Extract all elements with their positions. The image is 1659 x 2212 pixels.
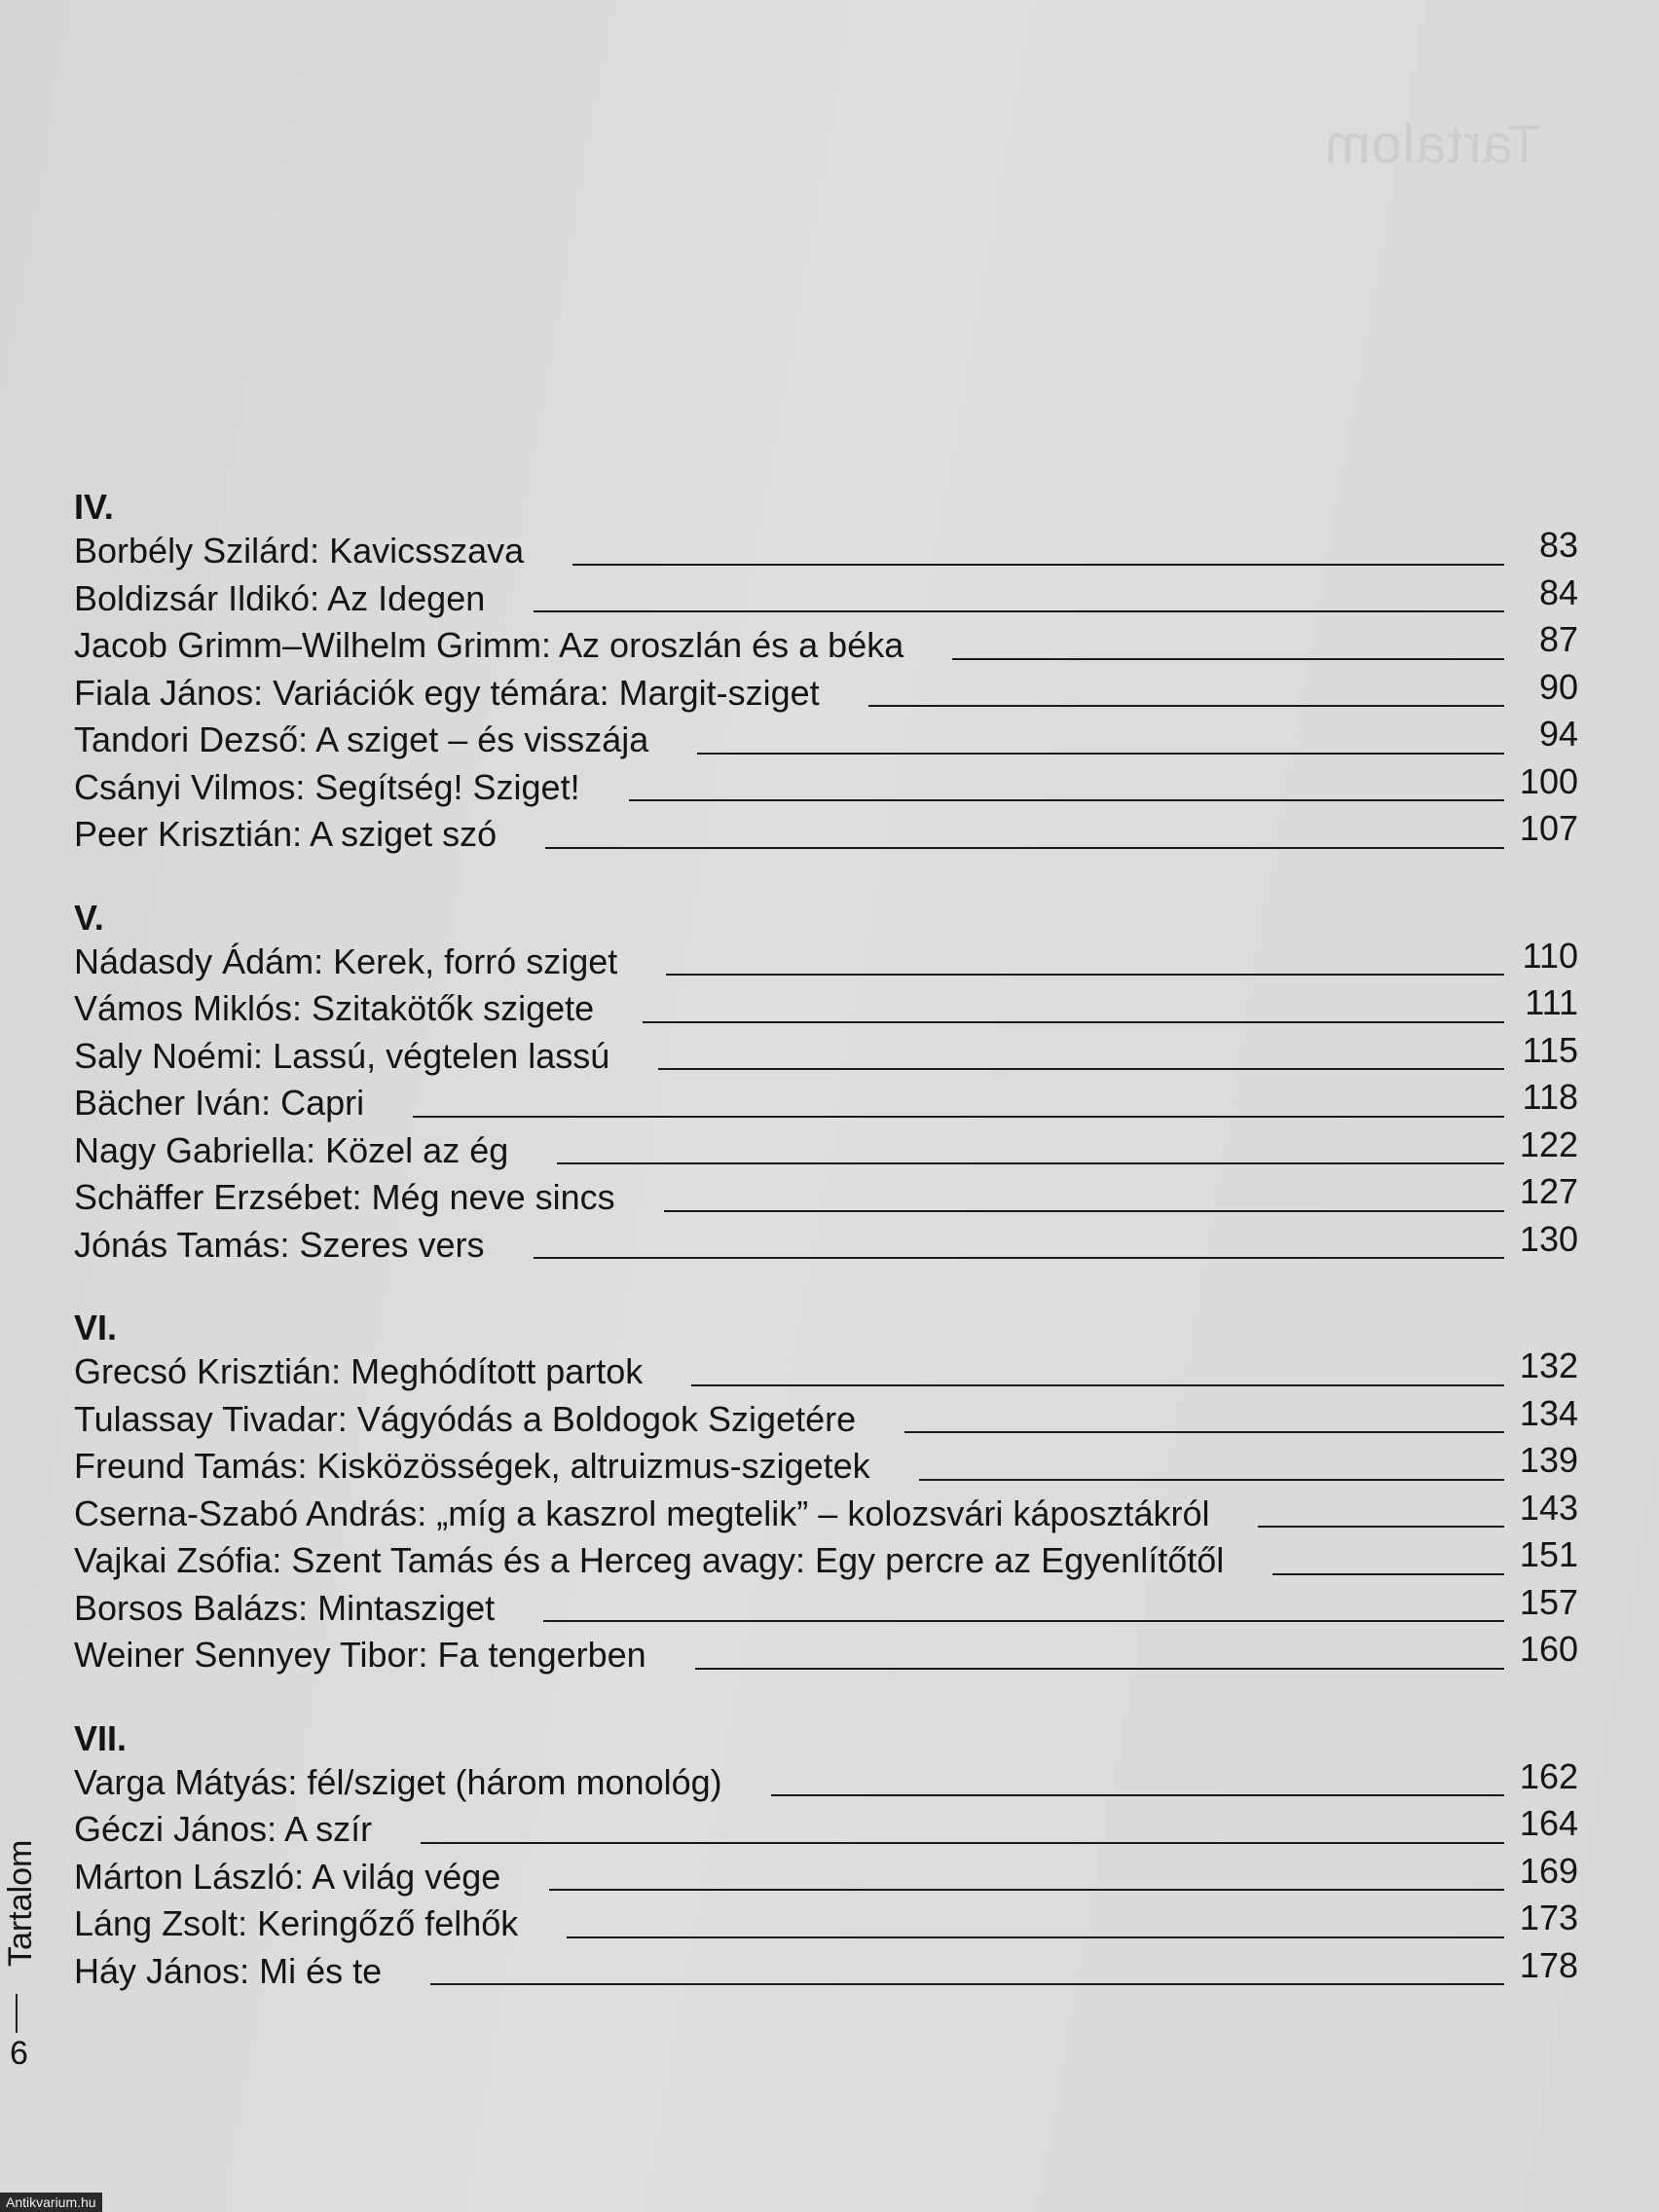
entry-title: Márton László: A világ vége (74, 1856, 501, 1897)
toc-entry (74, 1392, 1578, 1444)
leader-line (771, 1794, 1504, 1796)
entry-page-number: 164 (1519, 1803, 1578, 1843)
toc-entry (74, 1803, 1578, 1854)
entry-page-number: 132 (1519, 1346, 1578, 1385)
leader-line (534, 1257, 1504, 1259)
entry-page-number: 110 (1522, 935, 1578, 976)
toc-entry (74, 714, 1578, 764)
section-heading: V. (74, 897, 104, 938)
toc-entry (74, 1487, 1578, 1538)
entry-page-number: 139 (1519, 1440, 1578, 1480)
entry-page-number: 83 (1538, 525, 1578, 565)
leader-line (549, 1889, 1504, 1891)
toc-entry (74, 1218, 1578, 1270)
toc-entry (74, 1348, 1578, 1396)
toc-entry (74, 571, 1578, 623)
entry-page-number: 169 (1519, 1850, 1578, 1891)
entry-title: Varga Mátyás: fél/sziget (három monológ) (74, 1761, 722, 1802)
toc-entry (74, 935, 1578, 986)
entry-title: Schäffer Erzsébet: Még neve sincs (74, 1177, 615, 1217)
section-heading: VI. (74, 1308, 118, 1347)
toc-section (74, 1308, 1578, 1679)
toc-section (74, 1718, 1578, 1996)
entry-page-number: 94 (1538, 714, 1578, 754)
entry-page-number: 111 (1525, 982, 1578, 1022)
leader-line (567, 1936, 1504, 1938)
leader-line (430, 1983, 1504, 1985)
entry-title: Háy János: Mi és te (74, 1950, 383, 1991)
entry-title: Tulassay Tivadar: Vágyódás a Boldogok Szigetére (74, 1398, 857, 1439)
toc-entry (74, 1900, 1578, 1948)
entry-title: Saly Noémi: Lassú, végtelen lassú (74, 1035, 610, 1076)
entry-page-number: 100 (1519, 760, 1578, 801)
leader-line (534, 610, 1504, 612)
leader-line (664, 1210, 1504, 1212)
leader-line (919, 1479, 1504, 1481)
leader-line (572, 564, 1504, 566)
entry-title: Peer Krisztián: A sziget szó (74, 814, 498, 854)
toc-entry (74, 666, 1578, 718)
toc-section (74, 487, 1578, 859)
page-number: 6 (10, 2035, 28, 2072)
entry-title: Vámos Miklós: Szitakötők szigete (74, 988, 595, 1028)
entry-title: Tandori Dezső: A sziget – és visszája (74, 719, 649, 759)
leader-line (666, 974, 1504, 976)
toc-entry (74, 1850, 1578, 1901)
leader-line (643, 1021, 1504, 1023)
entry-title: Freund Tamás: Kisközösségek, altruizmus-szigetek (74, 1446, 870, 1486)
entry-title: Fiala János: Variációk egy témára: Margit-sziget (74, 672, 820, 713)
leader-line (421, 1842, 1504, 1844)
leader-line (904, 1431, 1504, 1433)
toc-entry (74, 1029, 1578, 1081)
show-through-title: Tartalom (1324, 113, 1541, 174)
toc-entry (74, 760, 1578, 812)
toc-entry (74, 1755, 1578, 1807)
entry-page-number: 84 (1538, 571, 1578, 612)
entry-title: Nagy Gabriella: Közel az ég (74, 1129, 509, 1170)
leader-line (557, 1162, 1504, 1164)
entry-title: Bächer Iván: Capri (74, 1083, 365, 1123)
leader-line (413, 1116, 1504, 1118)
entry-page-number: 107 (1519, 808, 1578, 848)
entry-page-number: 118 (1522, 1077, 1578, 1117)
entry-title: Jacob Grimm–Wilhelm Grimm: Az oroszlán és a béka (74, 625, 904, 665)
leader-line (1272, 1573, 1504, 1575)
leader-line (691, 1384, 1504, 1386)
side-divider (16, 1994, 18, 2033)
entry-title: Weiner Sennyey Tibor: Fa tengerben (74, 1635, 646, 1675)
section-heading: VII. (74, 1717, 128, 1758)
entry-title: Csányi Vilmos: Segítség! Sziget! (74, 766, 580, 807)
entry-page-number: 90 (1538, 666, 1578, 707)
entry-title: Láng Zsolt: Keringőző felhők (74, 1903, 519, 1943)
toc-entry (74, 1944, 1578, 1996)
toc-entry (74, 1171, 1578, 1222)
toc-entry (74, 619, 1578, 670)
entry-page-number: 151 (1519, 1534, 1578, 1574)
leader-line (543, 1620, 1504, 1622)
entry-title: Grecsó Krisztián: Meghódított partok (74, 1351, 644, 1391)
entry-page-number: 115 (1522, 1029, 1578, 1070)
entry-title: Cserna-Szabó András: „míg a kaszrol megtelik” – kolozsvári káposztákról (74, 1493, 1210, 1533)
entry-title: Borbély Szilárd: Kavicsszava (74, 531, 525, 571)
leader-line (1258, 1526, 1504, 1528)
entry-title: Boldizsár Ildikó: Az Idegen (74, 577, 486, 618)
toc-section (74, 898, 1578, 1270)
entry-title: Géczi János: A szír (74, 1809, 373, 1849)
entry-page-number: 134 (1519, 1392, 1578, 1433)
entry-title: Vajkai Zsófia: Szent Tamás és a Herceg avagy: Egy percre az Egyenlítőtől (74, 1540, 1225, 1580)
toc-entry (74, 1534, 1578, 1585)
entry-page-number: 160 (1519, 1629, 1578, 1669)
entry-page-number: 122 (1519, 1124, 1578, 1164)
leader-line (695, 1668, 1504, 1670)
entry-page-number: 157 (1519, 1581, 1578, 1622)
entry-page-number: 143 (1519, 1487, 1578, 1528)
leader-line (545, 847, 1504, 849)
watermark: Antikvarium.hu (0, 2193, 102, 2212)
toc-entry (74, 1077, 1578, 1127)
toc-entry (74, 1440, 1578, 1491)
leader-line (952, 658, 1504, 660)
section-heading: IV. (74, 487, 114, 527)
toc-entry (74, 808, 1578, 859)
entry-page-number: 173 (1519, 1898, 1578, 1937)
toc-entry (74, 1581, 1578, 1633)
entry-page-number: 127 (1519, 1171, 1578, 1211)
table-of-contents (74, 487, 1578, 2034)
leader-line (868, 705, 1504, 707)
entry-title: Jónás Tamás: Szeres vers (74, 1224, 485, 1265)
toc-entry (74, 1629, 1578, 1679)
entry-page-number: 87 (1538, 619, 1578, 659)
entry-title: Nádasdy Ádám: Kerek, forró sziget (74, 940, 618, 981)
toc-entry (74, 1124, 1578, 1175)
leader-line (658, 1068, 1504, 1070)
entry-title: Borsos Balázs: Mintasziget (74, 1587, 496, 1628)
entry-page-number: 162 (1519, 1755, 1578, 1796)
toc-entry (74, 525, 1578, 575)
entry-page-number: 130 (1519, 1218, 1578, 1259)
entry-page-number: 178 (1519, 1944, 1578, 1985)
leader-line (697, 753, 1504, 755)
leader-line (629, 799, 1504, 801)
side-running-head: Tartalom (2, 1839, 39, 1967)
toc-entry (74, 982, 1578, 1033)
